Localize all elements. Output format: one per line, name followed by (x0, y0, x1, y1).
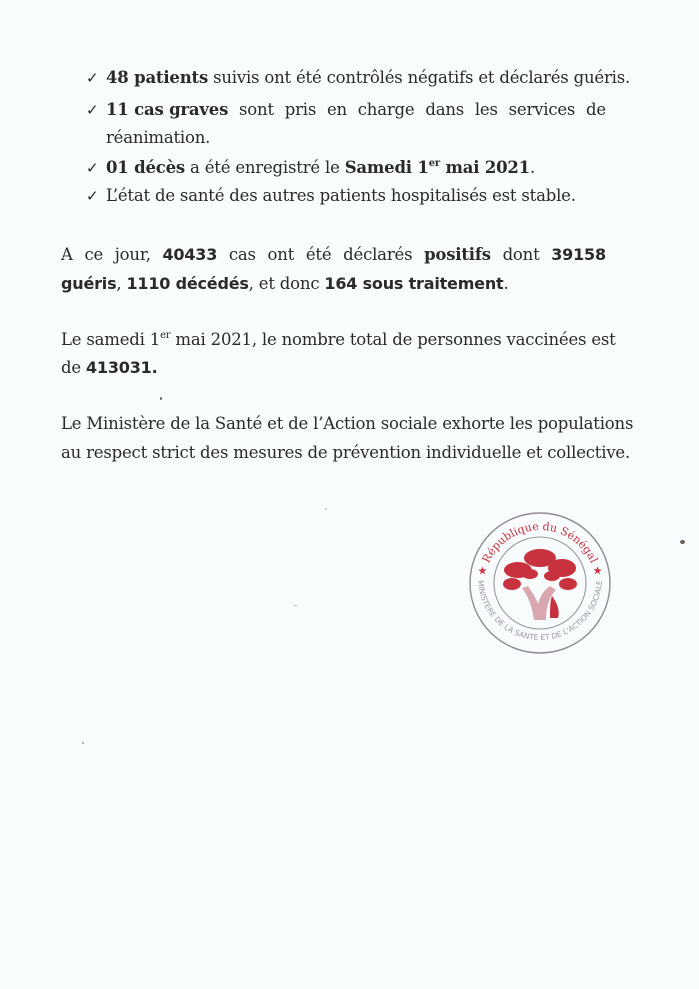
bullet-item: ✓ L’état de santé des autres patients hospitalisés est stable. (86, 186, 576, 205)
total-cases: 40433 (162, 245, 218, 264)
vaccination-line-2: de 413031. (61, 358, 158, 377)
scan-speck (160, 397, 162, 400)
exhortation-line-2: au respect strict des mesures de prévention individuelle et collective. (61, 443, 631, 462)
scan-speck (680, 540, 685, 544)
stamp-top-text: ★ République du Sénégal ★ (474, 519, 606, 578)
checkmark-icon: ✓ (86, 159, 99, 177)
summary-line-2: guéris, 1110 décédés, et donc 164 sous traitement. (61, 274, 509, 293)
summary-line-1: A ce jour, 40433 cas ont été déclarés positifs dont 39158 (61, 245, 606, 264)
baobab-tree-icon (503, 549, 577, 620)
under-treatment-count: 164 sous traitement (324, 274, 504, 293)
scan-speck (325, 508, 327, 510)
recovered-count: 39158 (551, 245, 606, 264)
deaths-count: 1110 décédés (126, 274, 249, 293)
checkmark-icon: ✓ (86, 187, 99, 205)
checkmark-icon: ✓ (86, 101, 99, 119)
stamp-outer-ring (470, 513, 610, 653)
vaccination-line-1: Le samedi 1er mai 2021, le nombre total de personnes vaccinées est (61, 329, 616, 349)
checkmark-icon: ✓ (86, 69, 99, 87)
bullet-item: ✓ 11 cas graves sont pris en charge dans les services de (86, 100, 606, 119)
vaccinated-count: 413031. (85, 358, 158, 377)
bullet-continuation: réanimation. (106, 128, 211, 147)
scan-speck (294, 605, 297, 606)
stamp-bottom-text: MINISTERE DE LA SANTE ET DE L'ACTION SOCIALE (475, 579, 604, 643)
scan-speck (82, 742, 84, 744)
exhortation-line-1: Le Ministère de la Santé et de l’Action sociale exhorte les populations (61, 414, 634, 433)
bullet-item: ✓ 01 décès a été enregistré le Samedi 1er mai 2021. (86, 157, 535, 177)
bullet-item: ✓ 48 patients suivis ont été contrôlés négatifs et déclarés guéris. (86, 68, 631, 87)
official-stamp (466, 508, 614, 658)
